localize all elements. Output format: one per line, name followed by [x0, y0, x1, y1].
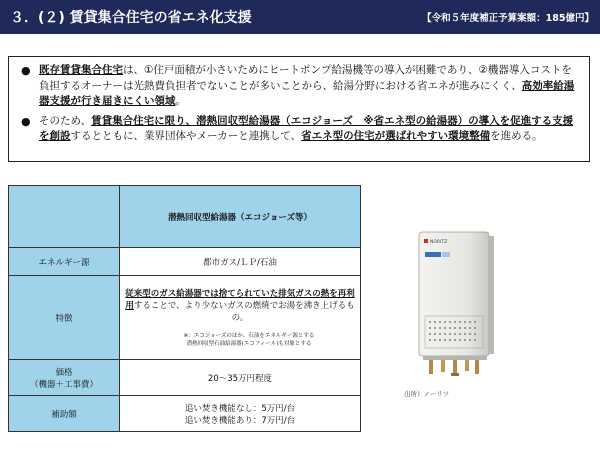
feature-cell — [120, 276, 361, 360]
bullet2-text-2: するとともに、業界団体やメーカーと連携して、 — [70, 130, 302, 142]
bullet1-text-1: は、①住戸面積が小さいためにヒートポンプ給湯機等の導入が困難であり、②機器導入コストを負担するオーナーは光熱費負担者でないことが多いことから、給湯分野における省エネが進みにくく、 — [39, 64, 572, 92]
price-label — [9, 360, 120, 396]
feature-note — [124, 332, 356, 348]
price-value: 20～35万円程度 — [120, 360, 361, 396]
water-heater-image — [415, 230, 497, 380]
bullet-dot-icon: ● — [21, 64, 31, 77]
subsidy-value — [120, 396, 361, 432]
feature-note-line-1: ※：エコジョーズのほか、石油をエネルギー源とする — [183, 332, 315, 339]
table-row-energy — [9, 248, 361, 276]
table-header-row — [9, 186, 361, 248]
table-row-price — [9, 360, 361, 396]
bullet1-text-2: 。 — [175, 95, 186, 107]
subsidy-label: 補助額 — [9, 396, 120, 432]
bullet-dot-icon: ● — [21, 114, 31, 128]
bullet2-text-3: を進める。 — [490, 130, 543, 142]
slide-header — [0, 0, 600, 34]
feature-label: 特徴 — [9, 276, 120, 360]
spec-table — [8, 185, 361, 432]
table-row-subsidy — [9, 396, 361, 432]
feature-note-line-2: 潜熱回収型石油給湯器(エコフィール)も対象とする — [186, 340, 312, 347]
feature-body: することで、より少ないガスの燃焼でお湯を沸き上げるもの。 — [133, 300, 355, 323]
budget-label: 【令和５年度補正予算案額：185億円】 — [422, 13, 594, 24]
bullet1-emphasis-1: 既存賃貸集合住宅 — [39, 64, 123, 76]
bullet2-emphasis-2: 省エネ型の住宅が選ばれやすい環境整備 — [301, 130, 491, 142]
bullet1-emphasis-2: 高効率給湯器支援が行き届きにくい領域 — [39, 79, 575, 107]
subsidy-value-line-2: 追い焚き機能あり：7万円/台 — [184, 415, 296, 426]
bullet2-text-1: そのため、 — [39, 114, 92, 127]
table-corner-cell — [9, 186, 120, 248]
brand-text: NORITZ — [430, 240, 448, 245]
energy-value: 都市ガス/ＬＰ/石油 — [120, 248, 361, 276]
table-column-header: 潜熱回収型給湯器（エコジョーズ等） — [120, 186, 361, 248]
price-label-line-2: （機器＋工事費） — [29, 379, 98, 390]
feature-text — [124, 288, 356, 324]
feature-emphasis: 従来型のガス給湯器では捨てられていた排気ガスの熱を再利用 — [125, 288, 355, 311]
summary-box — [8, 56, 590, 162]
slide-title: ３．(２) 賃貸集合住宅の省エネ化支援 — [10, 10, 252, 26]
bullet2-emphasis-1: 賃貸集合住宅に限り、潜熱回収型給湯器（エコジョーズ ※省エネ型の給湯器）の導入を促進する支援を創設 — [39, 114, 574, 142]
energy-label: エネルギー源 — [9, 248, 120, 276]
image-caption: 出所）ノーリツ — [404, 390, 450, 398]
table-row-feature — [9, 276, 361, 360]
summary-bullet-2 — [19, 114, 579, 145]
price-label-line-1: 価格 — [55, 367, 73, 378]
summary-bullet-1 — [19, 63, 579, 110]
subsidy-value-line-1: 追い焚き機能なし：5万円/台 — [184, 403, 296, 414]
